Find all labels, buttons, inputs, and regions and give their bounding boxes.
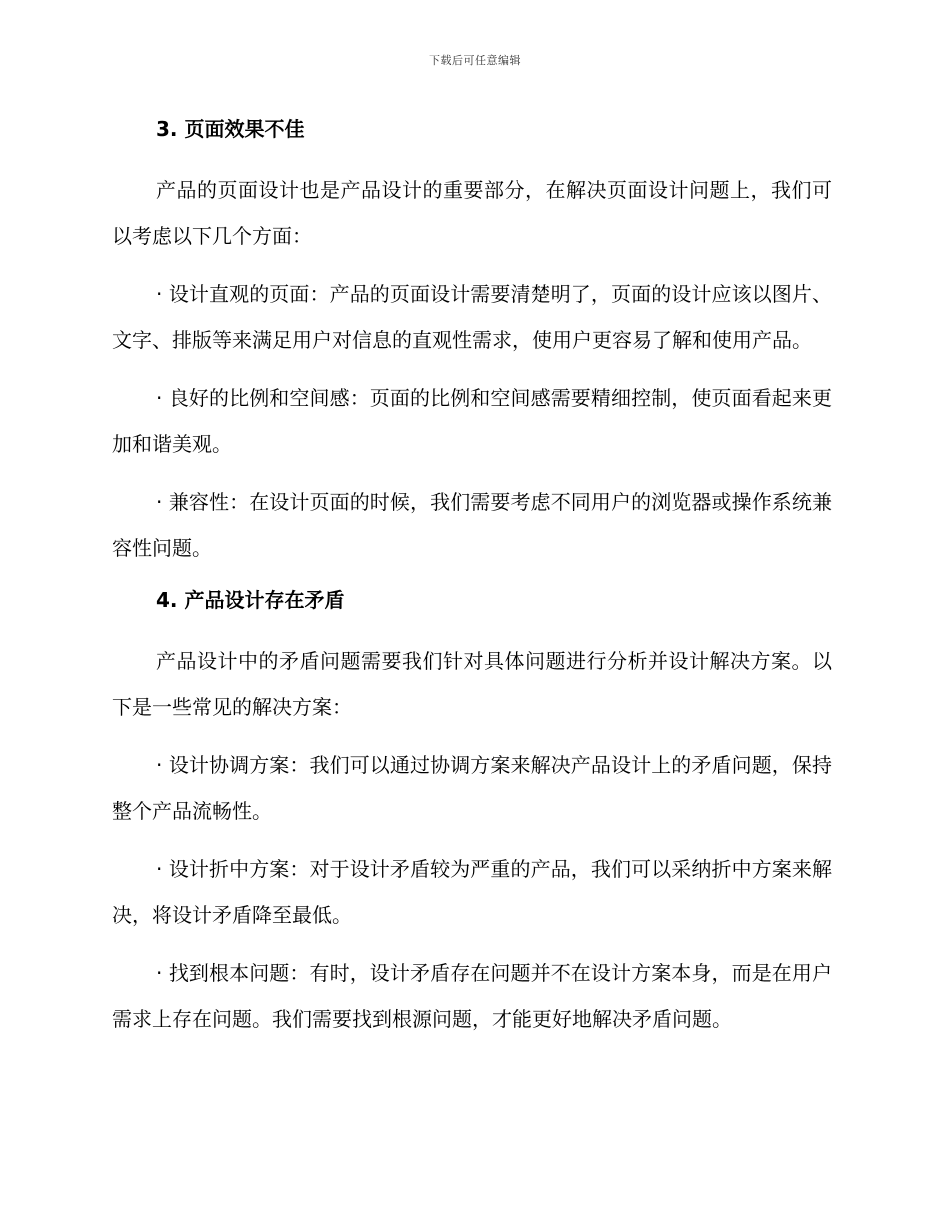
- document-body: [112, 112, 832, 1054]
- bullet-paragraph: · 设计直观的页面：产品的页面设计需要清楚明了，页面的设计应该以图片、文字、排版等来满足用户对信息的直观性需求，使用户更容易了解和使用产品。: [112, 282, 832, 352]
- bullet-paragraph: · 兼容性：在设计页面的时候，我们需要考虑不同用户的浏览器或操作系统兼容性问题。: [112, 490, 832, 560]
- bullet-paragraph: · 设计协调方案：我们可以通过协调方案来解决产品设计上的矛盾问题，保持整个产品流畅性。: [112, 753, 832, 823]
- paragraph: 产品的页面设计也是产品设计的重要部分，在解决页面设计问题上，我们可以考虑以下几个方面：: [112, 178, 832, 248]
- bullet-paragraph: · 良好的比例和空间感：页面的比例和空间感需要精细控制，使页面看起来更加和谐美观。: [112, 386, 832, 456]
- section-heading: 3. 页面效果不佳: [156, 117, 305, 141]
- bullet-paragraph: · 找到根本问题：有时，设计矛盾存在问题并不在设计方案本身，而是在用户需求上存在问题。我们需要找到根源问题，才能更好地解决矛盾问题。: [112, 961, 832, 1031]
- page-header: 下载后可任意编辑: [429, 54, 521, 67]
- bullet-paragraph: · 设计折中方案：对于设计矛盾较为严重的产品，我们可以采纳折中方案来解决，将设计矛盾降至最低。: [112, 857, 832, 927]
- section-heading: 4. 产品设计存在矛盾: [156, 588, 345, 612]
- paragraph: 产品设计中的矛盾问题需要我们针对具体问题进行分析并设计解决方案。以下是一些常见的解决方案：: [112, 649, 832, 719]
